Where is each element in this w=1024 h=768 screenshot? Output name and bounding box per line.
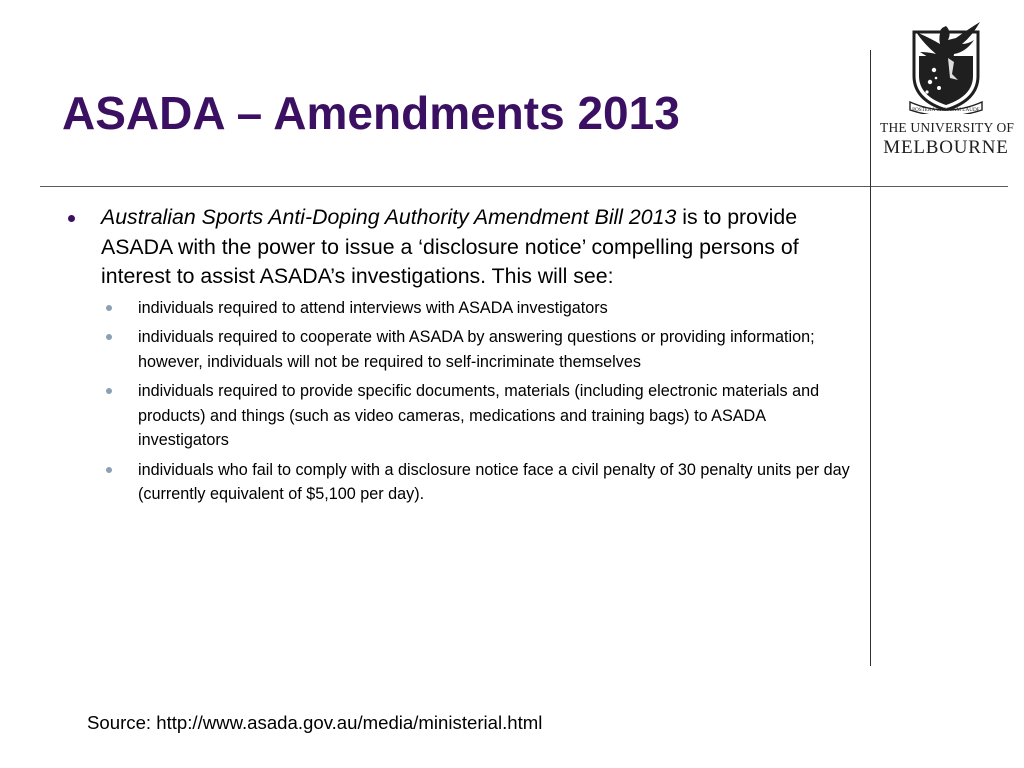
sub-bullet-item — [68, 296, 858, 321]
sub-bullet-item — [68, 325, 858, 374]
sub-bullet-dot-icon — [106, 334, 112, 340]
sub-bullet-list — [68, 296, 858, 507]
university-logo — [878, 18, 1014, 160]
sub-bullet-dot-icon — [106, 388, 112, 394]
university-name-line2: MELBOURNE — [883, 137, 1009, 158]
sub-bullet-dot-icon — [106, 467, 112, 473]
sub-bullet-dot-icon — [106, 305, 112, 311]
sub-bullet-text: individuals required to provide specific documents, materials (including electronic materials and products) and things (such as video cameras, medications and training bags) to ASADA investigators — [138, 382, 820, 449]
motto-text: POSTERA CRESCAM LAUDE — [912, 107, 980, 113]
sub-bullet-item — [68, 379, 858, 453]
source-citation: Source: http://www.asada.gov.au/media/ministerial.html — [87, 712, 543, 733]
main-bullet — [68, 203, 858, 292]
crest-icon — [908, 18, 984, 114]
sub-bullet-text: individuals who fail to comply with a disclosure notice face a civil penalty of 30 penalty units per day (currently equivalent of $5,100 per day). — [138, 460, 850, 503]
bullet-dot-icon — [68, 215, 75, 222]
sub-bullet-item — [68, 458, 858, 507]
vertical-divider — [870, 50, 871, 666]
title-divider — [40, 186, 1008, 187]
main-bullet-text: is to provide ASADA with the power to issue a ‘disclosure notice’ compelling persons of interest to assist ASADA’s investigations. This will see: — [101, 205, 799, 288]
sub-bullet-text: individuals required to attend interviews with ASADA investigators — [138, 298, 608, 317]
slide-body — [68, 203, 858, 512]
slide-title: ASADA – Amendments 2013 — [62, 87, 680, 139]
sub-bullet-text: individuals required to cooperate with ASADA by answering questions or providing information; however, individuals will not be required to self-incriminate themselves — [138, 328, 815, 371]
university-name-line1: THE UNIVERSITY OF — [880, 120, 1015, 135]
bill-name: Australian Sports Anti-Doping Authority Amendment Bill 2013 — [101, 205, 677, 229]
